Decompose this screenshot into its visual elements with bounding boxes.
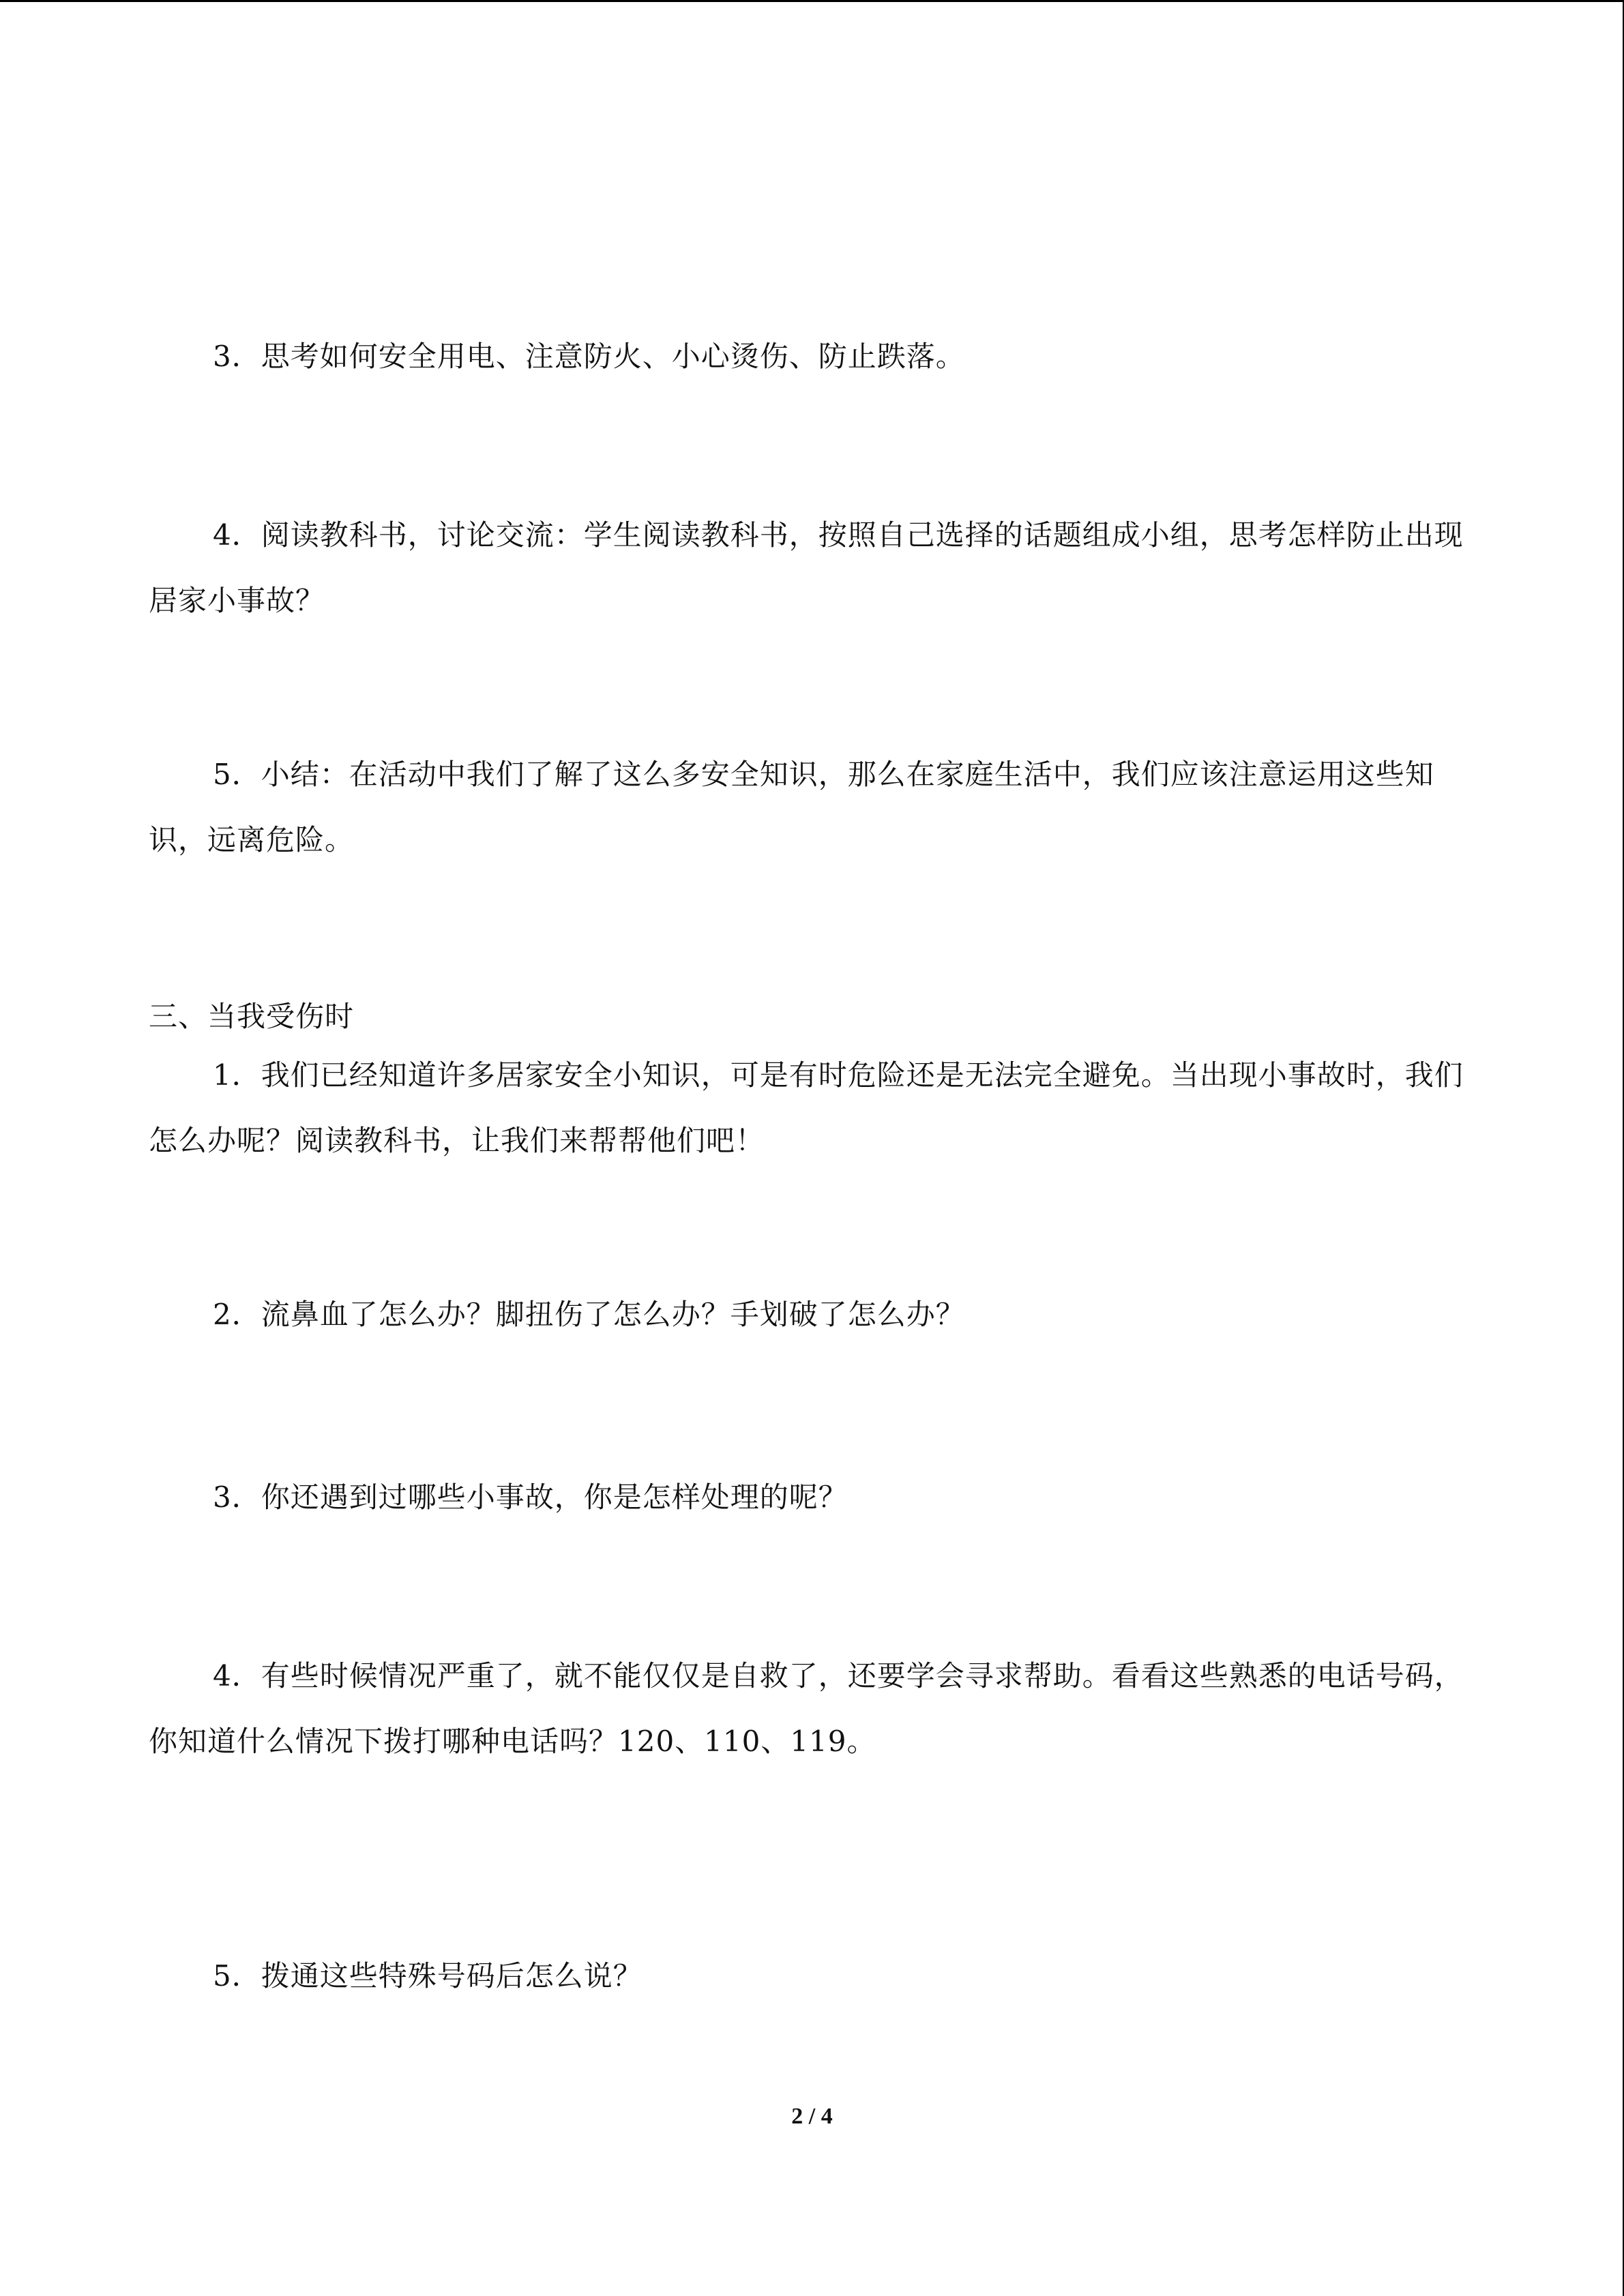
paragraph-injury-step-4: 4．有些时候情况严重了，就不能仅仅是自救了，还要学会寻求帮助。看看这些熟悉的电话号码，你知道什么情况下拨打哪种电话吗？120、110、119。 (149, 1659, 1464, 1758)
section-heading: 三、当我受伤时 (149, 1000, 355, 1033)
paragraph-injury-step-2: 2．流鼻血了怎么办？脚扭伤了怎么办？手划破了怎么办？ (213, 1298, 965, 1331)
paragraph-step-4-reading: 4．阅读教科书，讨论交流：学生阅读教科书，按照自己选择的话题组成小组，思考怎样防止出现居家小事故？ (149, 518, 1464, 617)
page-number: 2 / 4 (791, 2104, 833, 2129)
paragraph-step-3-safety: 3．思考如何安全用电、注意防火、小心烫伤、防止跌落。 (213, 340, 965, 373)
top-border-line (0, 0, 1624, 2)
paragraph-step-5-summary: 5．小结：在活动中我们了解了这么多安全知识，那么在家庭生活中，我们应该注意运用这些知识，远离危险。 (149, 758, 1434, 856)
paragraph-injury-step-3: 3．你还遇到过哪些小事故，你是怎样处理的呢？ (213, 1480, 848, 1514)
paragraph-injury-step-1: 1．我们已经知道许多居家安全小知识，可是有时危险还是无法完全避免。当出现小事故时，我们怎么办呢？阅读教科书，让我们来帮帮他们吧！ (149, 1058, 1464, 1157)
paragraph-injury-step-5: 5．拨通这些特殊号码后怎么说？ (213, 1959, 643, 1993)
